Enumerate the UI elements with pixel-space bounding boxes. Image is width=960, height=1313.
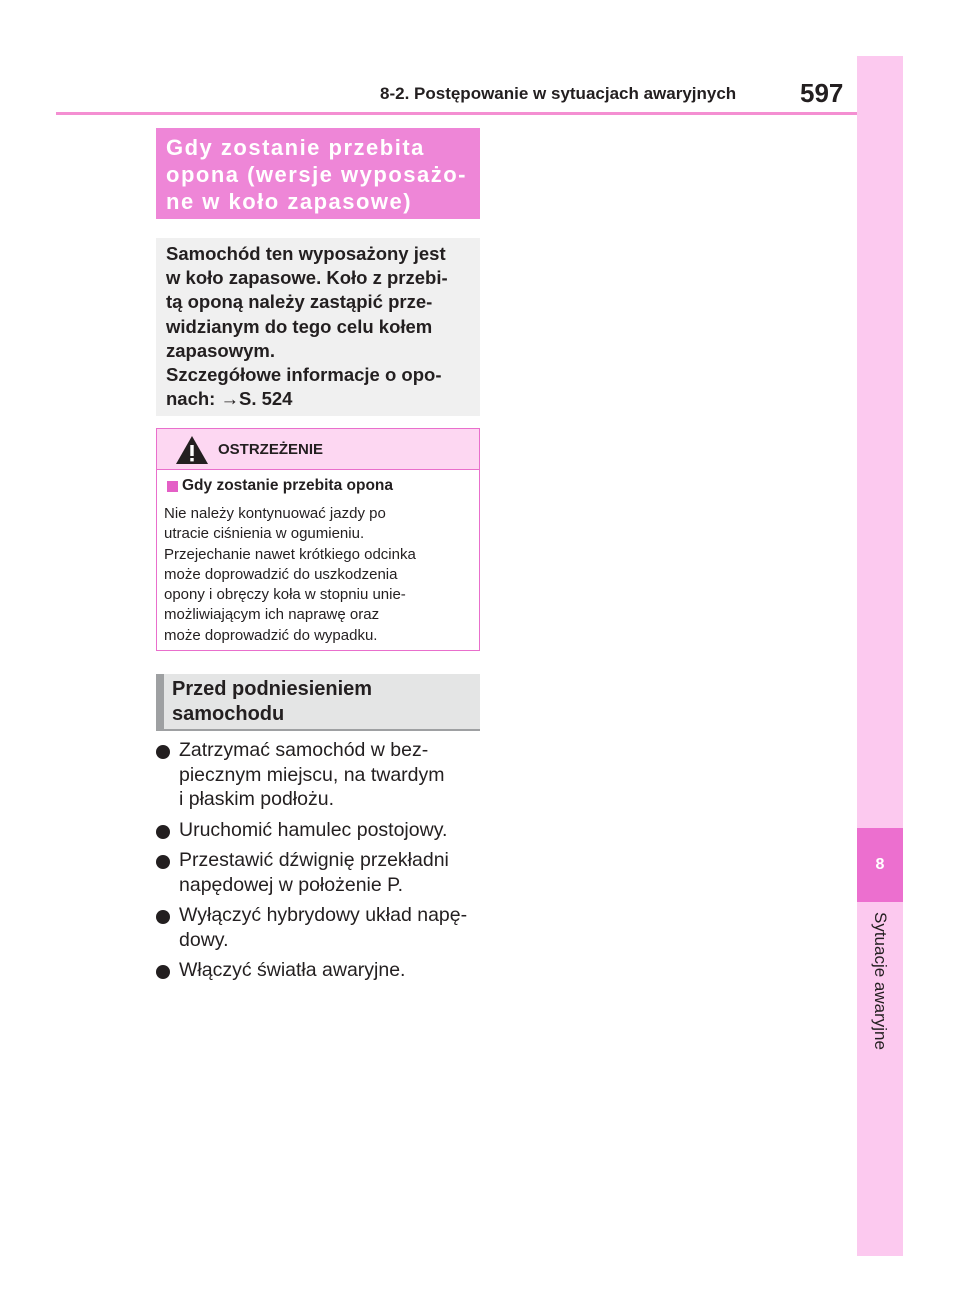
warning-body-line: może doprowadzić do wypadku. xyxy=(164,626,378,644)
subsection-heading-line: Przed podniesieniem xyxy=(172,678,373,700)
section-heading xyxy=(156,128,480,219)
warning-box xyxy=(156,428,480,651)
section-heading-line: Gdy zostanie przebita xyxy=(166,135,425,160)
warning-header xyxy=(157,429,479,470)
bullet-dot-icon xyxy=(156,855,170,869)
list-item-line: piecznym miejscu, na twardym xyxy=(179,763,445,786)
intro-line: Szczegółowe informacje o opo- xyxy=(166,364,442,386)
intro-line: tą oponą należy zastąpić prze- xyxy=(166,291,433,313)
warning-subtitle xyxy=(167,477,393,495)
side-tab xyxy=(857,56,903,1256)
warning-body-line: Nie należy kontynuować jazdy po xyxy=(164,505,386,522)
list-item-line: i płaskim podłożu. xyxy=(179,788,334,810)
bullet-dot-icon xyxy=(156,965,170,979)
list-item-line: Włączyć światła awaryjne. xyxy=(179,959,406,981)
list-item xyxy=(156,903,486,952)
subsection-heading-line: samochodu xyxy=(172,703,285,725)
list-item-line: napędowej w położenie P. xyxy=(179,873,404,896)
list-item xyxy=(156,818,486,843)
steps-list xyxy=(156,738,486,989)
intro-line: w koło zapasowe. Koło z przebi- xyxy=(166,267,448,289)
warning-body-line: Przejechanie nawet krótkiego odcinka xyxy=(164,545,416,563)
warning-body-line: może doprowadzić do uszkodzenia xyxy=(164,565,398,583)
square-bullet-icon xyxy=(167,481,178,492)
bullet-dot-icon xyxy=(156,910,170,924)
list-item-line: Przestawić dźwignię przekładni xyxy=(179,849,449,871)
section-heading-line: opona (wersje wyposażo- xyxy=(166,162,467,187)
intro-line: zapasowym. xyxy=(166,339,275,361)
warning-body-line: możliwiającym ich naprawę oraz xyxy=(164,606,380,624)
chapter-number-box[interactable]: 8 xyxy=(857,828,903,902)
header-rule xyxy=(56,112,858,115)
bullet-dot-icon xyxy=(156,745,170,759)
intro-line-page-reference[interactable]: nach: →S. 524 xyxy=(166,388,293,410)
page-number: 597 xyxy=(800,78,844,108)
subsection-heading xyxy=(156,674,480,731)
warning-title: OSTRZEŻENIE xyxy=(218,441,324,458)
section-heading-line: ne w koło zapasowe) xyxy=(166,189,413,214)
warning-triangle-icon xyxy=(175,435,209,465)
warning-body-line: opony i obręczy koła w stopniu unie- xyxy=(164,586,406,604)
warning-subtitle-text: Gdy zostanie przebita opona xyxy=(182,477,393,494)
list-item-line: Zatrzymać samochód w bez- xyxy=(179,739,429,761)
list-item-line: Wyłączyć hybrydowy układ napę- xyxy=(179,904,468,926)
list-item xyxy=(156,848,486,897)
page-header-title: 8-2. Postępowanie w sytuacjach awaryjnych xyxy=(380,84,737,103)
chapter-label: Sytuacje awaryjne xyxy=(871,912,890,1050)
intro-line: widzianym do tego celu kołem xyxy=(166,315,433,337)
intro-line: Samochód ten wyposażony jest xyxy=(166,243,446,264)
list-item xyxy=(156,738,486,812)
bullet-dot-icon xyxy=(156,825,170,839)
list-item xyxy=(156,958,486,983)
intro-box xyxy=(156,238,480,416)
warning-body xyxy=(164,504,476,646)
list-item-line: Uruchomić hamulec postojowy. xyxy=(179,818,448,841)
list-item-line: dowy. xyxy=(179,928,229,951)
warning-body-line: utracie ciśnienia w ogumieniu. xyxy=(164,525,365,543)
